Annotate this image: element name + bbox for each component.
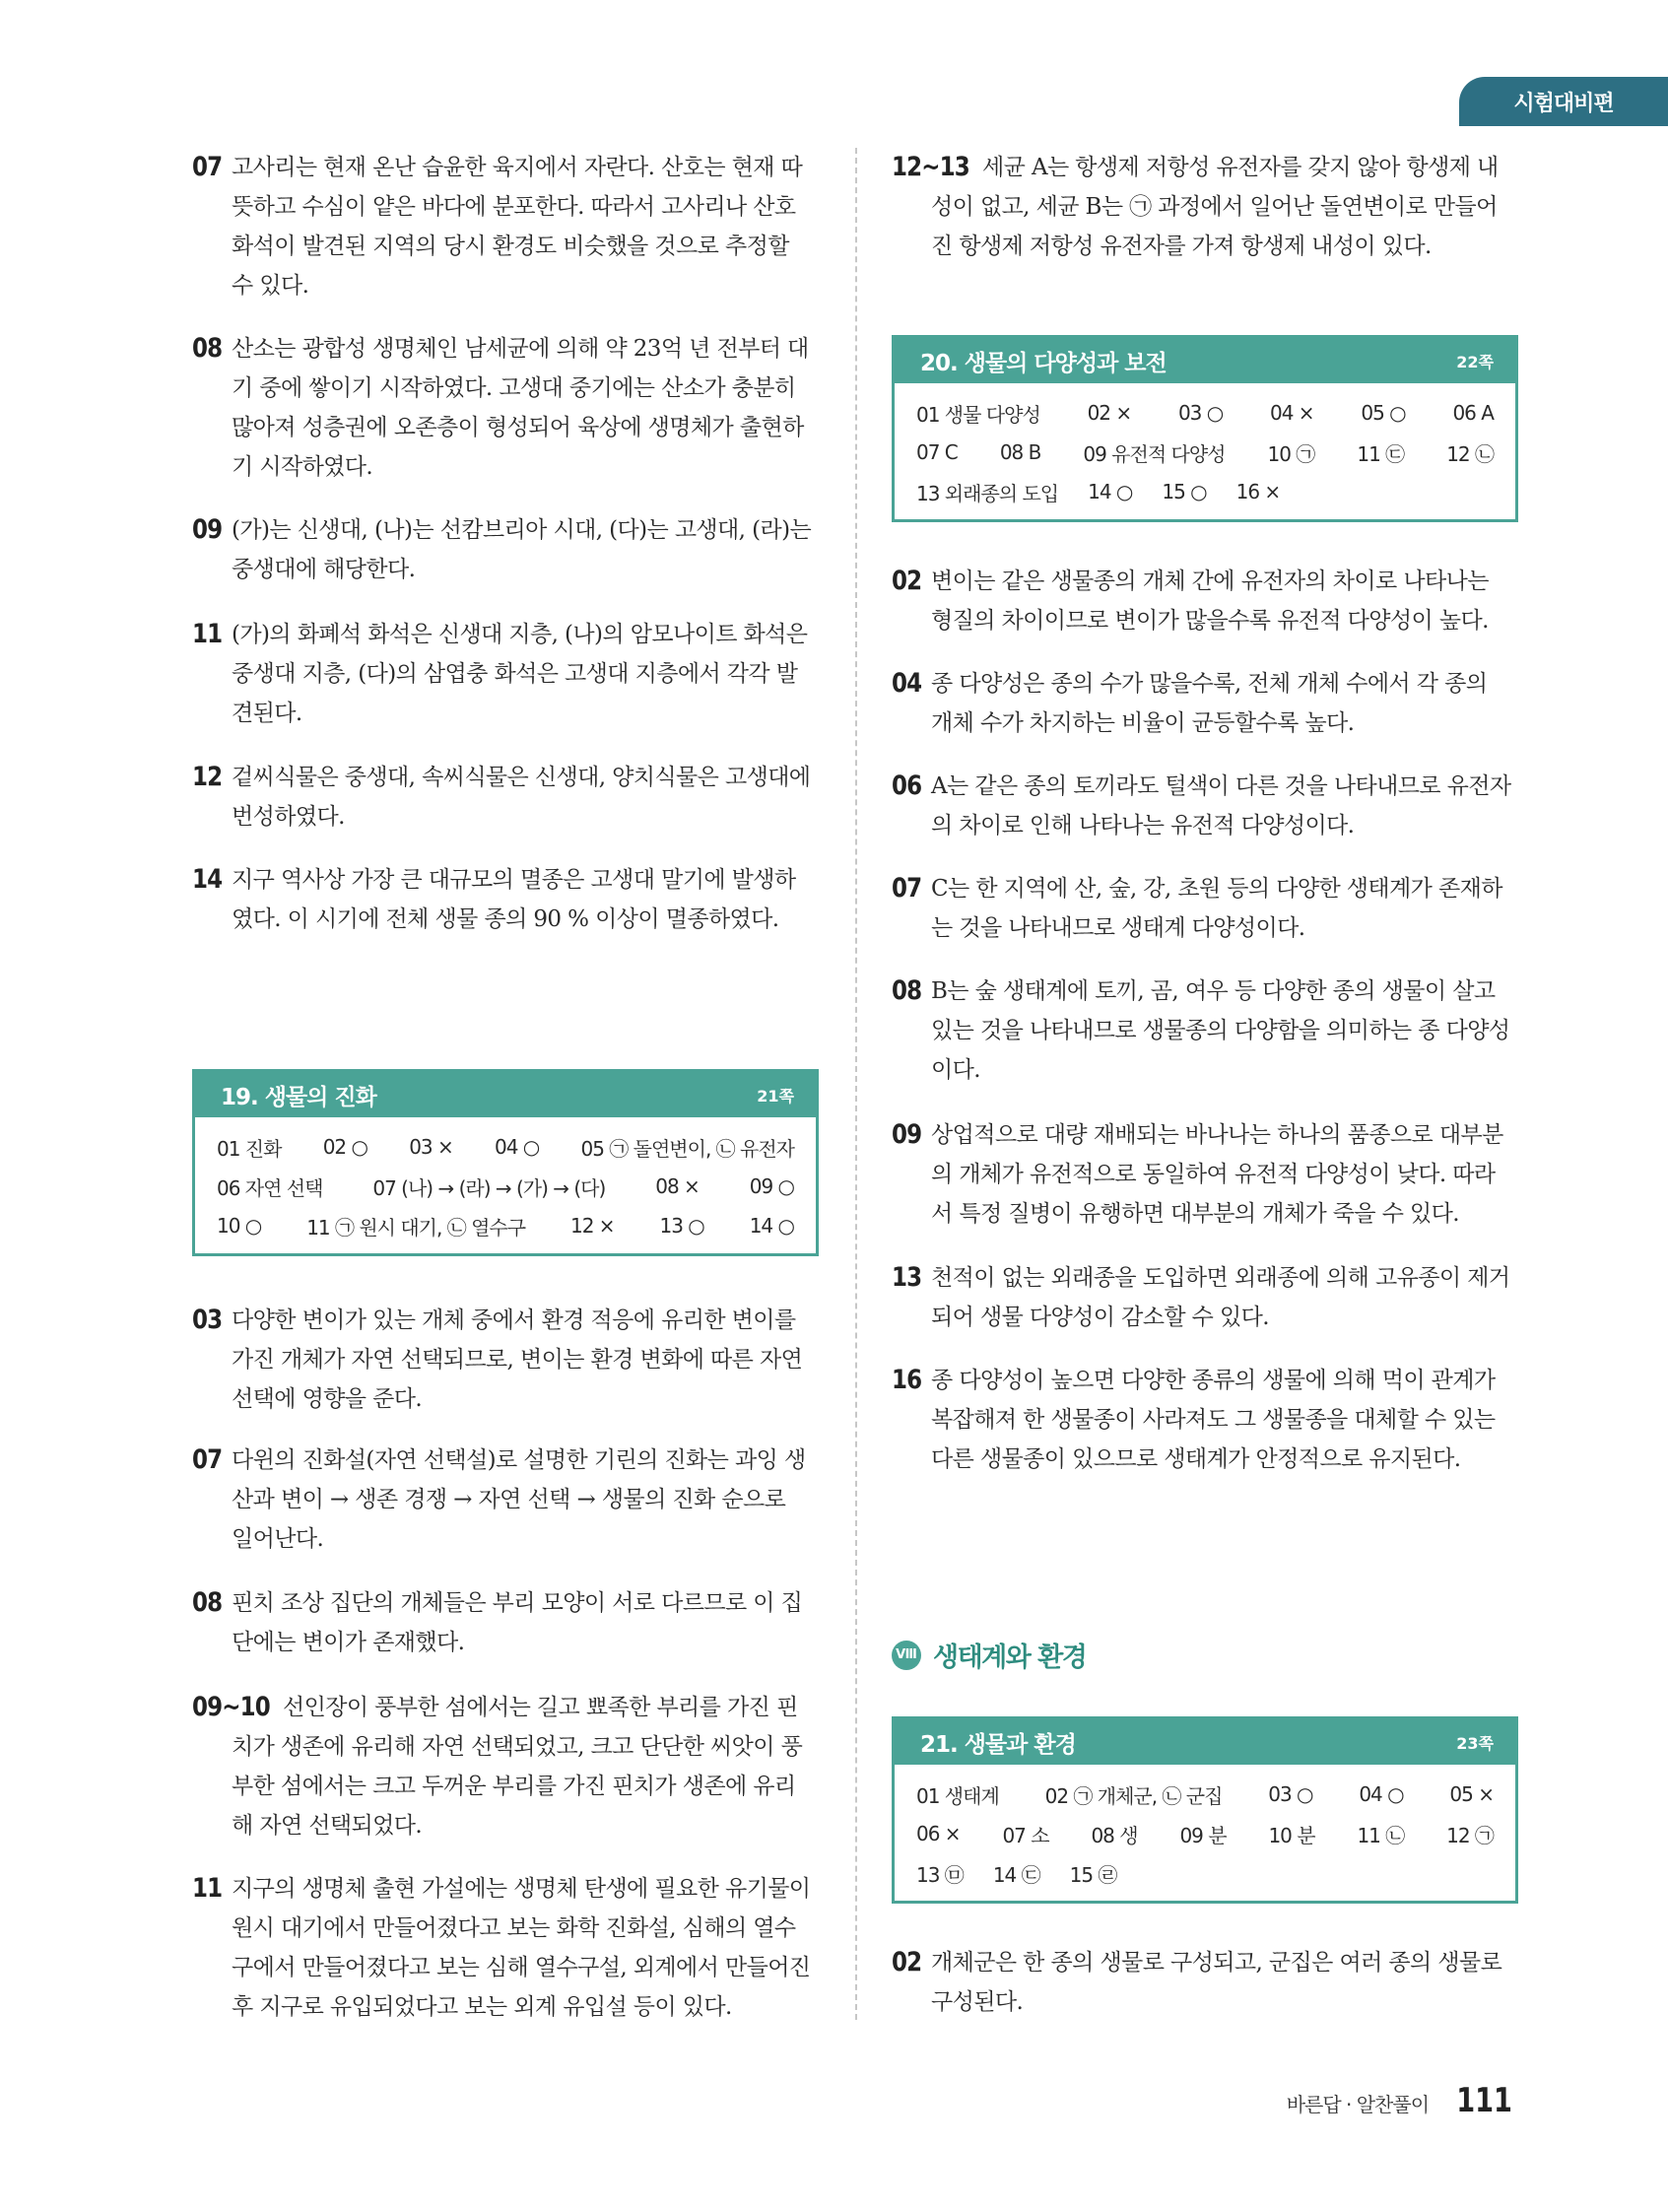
answer-item: 14 ㉢ <box>992 1862 1040 1887</box>
answer-item: 13 ㉤ <box>916 1862 964 1887</box>
answer-row <box>916 1775 1494 1814</box>
answer-item: 02 ㉠ 개체군, ㉡ 군집 <box>1044 1783 1223 1808</box>
answer-item: 09 분 <box>1179 1823 1227 1847</box>
answer-item: 13 ○ <box>659 1214 704 1238</box>
answer-text: B는 숲 생태계에 토끼, 곰, 여우 등 다양한 종의 생물이 살고 있는 것을 나타내므로 생물종의 다양함을 의미하는 종 다양성이다. <box>931 978 1510 1083</box>
answer-row <box>916 1853 1494 1893</box>
answer-paragraph <box>892 1361 1512 1479</box>
answer-text: 변이는 같은 생물종의 개체 간에 유전자의 차이로 나타나는 형질의 차이이므로 변이가 많을수록 유전적 다양성이 높다. <box>931 569 1489 634</box>
answer-item: 06 × <box>916 1822 961 1845</box>
section-title: 생태계와 환경 <box>933 1642 1087 1673</box>
answer-item: 02 ○ <box>322 1135 367 1159</box>
answer-paragraph <box>192 860 813 939</box>
answer-box-19 <box>192 1069 819 1256</box>
answer-item: 07 소 <box>1002 1823 1049 1847</box>
answer-item: 03 ○ <box>1177 401 1224 425</box>
answer-paragraph <box>192 758 813 837</box>
item-number: 02 <box>892 1947 922 1977</box>
answer-item: 05 × <box>1449 1782 1494 1806</box>
answer-text: 종 다양성이 높으면 다양한 종류의 생물에 의해 먹이 관계가 복잡해져 한 생물종이 사라져도 그 생물종을 대체할 수 있는 다른 생물종이 있으므로 생태계가 안정적으로 유지된다. <box>931 1368 1496 1472</box>
item-number: 07 <box>192 1444 223 1475</box>
answer-paragraph <box>192 1583 813 1662</box>
section-heading <box>892 1636 1086 1674</box>
item-number: 08 <box>192 1587 223 1618</box>
answer-item: 01 생태계 <box>916 1783 999 1808</box>
answer-item: 04 × <box>1270 401 1314 425</box>
answer-item: 10 ○ <box>217 1214 262 1238</box>
answer-row <box>217 1127 794 1167</box>
answer-text: (가)의 화폐석 화석은 신생대 지층, (나)의 암모나이트 화석은 중생대 지층, (다)의 삼엽충 화석은 고생대 지층에서 각각 발견된다. <box>232 622 808 726</box>
answer-paragraph <box>892 869 1512 948</box>
answer-text: 종 다양성은 종의 수가 많을수록, 전체 개체 수에서 각 종의 개체 수가 차지하는 비율이 균등할수록 높다. <box>931 671 1488 736</box>
page-number: 111 <box>1456 2081 1512 2120</box>
answer-text: 선인장이 풍부한 섬에서는 길고 뾰족한 부리를 가진 핀치가 생존에 유리해 자연 선택되었고, 크고 단단한 씨앗이 풍부한 섬에서는 크고 두꺼운 부리를 가진 핀치가 생존에 유리해 자연 선택되었다. <box>232 1695 803 1839</box>
answer-paragraph <box>892 664 1512 743</box>
answer-paragraph <box>892 1943 1512 2022</box>
answer-box-header <box>895 1719 1515 1765</box>
answer-item: 07 (나) → (라) → (가) → (다) <box>372 1175 606 1200</box>
answer-item: 07 C <box>916 440 958 464</box>
item-number: 09 <box>192 514 223 545</box>
answer-text: 천적이 없는 외래종을 도입하면 외래종에 의해 고유종이 제거되어 생물 다양성이 감소할 수 있다. <box>931 1265 1510 1330</box>
item-number: 12 <box>192 762 223 792</box>
answer-paragraph <box>192 148 813 305</box>
answer-text: 산소는 광합성 생명체인 남세균에 의해 약 23억 년 전부터 대기 중에 쌓이기 시작하였다. 고생대 중기에는 산소가 충분히 많아져 성층권에 오존층이 형성되어 육상에 생명체가 출현하기 시작하였다. <box>232 336 809 480</box>
answer-row <box>916 393 1494 433</box>
answer-item: 09 ○ <box>749 1174 794 1198</box>
section-tab: 시험대비편 <box>1459 77 1668 126</box>
answer-paragraph <box>892 148 1512 266</box>
answer-item: 10 ㉠ <box>1267 441 1315 466</box>
answer-text: 다윈의 진화설(자연 선택설)로 설명한 기린의 진화는 과잉 생산과 변이 → 생존 경쟁 → 자연 선택 → 생물의 진화 순으로 일어난다. <box>232 1447 806 1552</box>
answer-paragraph <box>192 510 813 589</box>
answer-text: 상업적으로 대량 재배되는 바나나는 하나의 품종으로 대부분의 개체가 유전적으로 동일하여 유전적 다양성이 낮다. 따라서 특정 질병이 유행하면 대부분의 개체가 죽을 수 있다. <box>931 1122 1503 1227</box>
answer-paragraph <box>192 1688 813 1845</box>
answer-paragraph <box>192 1869 813 2027</box>
item-number: 06 <box>892 771 922 801</box>
answer-text: 고사리는 현재 온난 습윤한 육지에서 자란다. 산호는 현재 따뜻하고 수심이 얕은 바다에 분포한다. 따라서 고사리나 산호 화석이 발견된 지역의 당시 환경도 비슷했을 것으로 추정할 수 있다. <box>232 155 803 299</box>
answer-text: 세균 A는 항생제 저항성 유전자를 갖지 않아 항생제 내성이 없고, 세균 B는 ㉠ 과정에서 일어난 돌연변이로 만들어진 항생제 저항성 유전자를 가져 항생제 내성이 있다. <box>931 155 1499 259</box>
answer-item: 04 ○ <box>1359 1782 1404 1806</box>
answer-item: 06 자연 선택 <box>217 1175 323 1200</box>
item-number: 16 <box>892 1365 922 1395</box>
answer-item: 02 × <box>1087 401 1132 425</box>
answer-item: 15 ㉣ <box>1069 1862 1117 1887</box>
answer-row <box>217 1206 794 1245</box>
answer-text: 지구 역사상 가장 큰 대규모의 멸종은 고생대 말기에 발생하였다. 이 시기에 전체 생물 종의 90 % 이상이 멸종하였다. <box>232 867 796 932</box>
answer-text: 다양한 변이가 있는 개체 중에서 환경 적응에 유리한 변이를 가진 개체가 자연 선택되므로, 변이는 환경 변화에 따른 자연 선택에 영향을 준다. <box>232 1307 803 1412</box>
answer-item: 11 ㉢ <box>1357 441 1405 466</box>
answer-item: 01 생물 다양성 <box>916 402 1040 427</box>
answer-item: 10 분 <box>1268 1823 1315 1847</box>
answer-item: 11 ㉡ <box>1357 1823 1405 1847</box>
answer-paragraph <box>192 1441 813 1559</box>
column-divider <box>855 148 857 2020</box>
item-number: 14 <box>192 864 223 895</box>
answer-item: 13 외래종의 도입 <box>916 481 1059 505</box>
answer-paragraph <box>892 562 1512 640</box>
item-number: 09 <box>892 1119 922 1150</box>
answer-text: A는 같은 종의 토끼라도 털색이 다른 것을 나타내므로 유전자의 차이로 인해 나타나는 유전적 다양성이다. <box>931 773 1511 838</box>
answer-row <box>217 1167 794 1206</box>
answer-box-page: 23쪽 <box>1456 1733 1494 1753</box>
answer-item: 11 ㉠ 원시 대기, ㉡ 열수구 <box>306 1215 526 1240</box>
answer-item: 15 ○ <box>1162 480 1207 503</box>
answer-box-page: 21쪽 <box>757 1086 794 1106</box>
answer-item: 05 ○ <box>1361 401 1406 425</box>
answer-paragraph <box>892 972 1512 1090</box>
answer-item: 12 ㉡ <box>1446 441 1494 466</box>
answer-paragraph <box>192 1301 813 1419</box>
answer-paragraph <box>892 1115 1512 1234</box>
answer-box-header <box>195 1072 816 1117</box>
answer-row <box>916 472 1494 511</box>
answer-box-title: 21. 생물과 환경 <box>920 1731 1076 1758</box>
answer-box-page: 22쪽 <box>1456 352 1494 371</box>
answer-box-body <box>195 1117 816 1253</box>
item-number: 13 <box>892 1262 922 1293</box>
answer-text: 지구의 생명체 출현 가설에는 생명체 탄생에 필요한 유기물이 원시 대기에서 만들어졌다고 보는 화학 진화설, 심해의 열수구에서 만들어졌다고 보는 심해 열수구설, 외계에서 만들어진 후 지구로 유입되었다고 보는 외계 유입설 등이 있다. <box>232 1876 811 2020</box>
answer-item: 12 × <box>569 1214 615 1238</box>
answer-box-21 <box>892 1716 1518 1904</box>
answer-text: (가)는 신생대, (나)는 선캄브리아 시대, (다)는 고생대, (라)는 중생대에 해당한다. <box>232 517 812 582</box>
answer-text: 겉씨식물은 중생대, 속씨식물은 신생대, 양치식물은 고생대에 번성하였다. <box>232 765 811 830</box>
answer-item: 14 ○ <box>1088 480 1133 503</box>
answer-box-body <box>895 383 1515 519</box>
answer-text: 개체군은 한 종의 생물로 구성되고, 군집은 여러 종의 생물로 구성된다. <box>931 1950 1502 2015</box>
answer-paragraph <box>192 615 813 733</box>
answer-paragraph <box>192 329 813 487</box>
answer-item: 09 유전적 다양성 <box>1083 441 1226 466</box>
answer-row <box>916 433 1494 472</box>
item-number: 07 <box>192 152 223 182</box>
answer-item: 06 A <box>1452 401 1494 425</box>
item-number: 03 <box>192 1305 223 1335</box>
answer-item: 08 생 <box>1091 1823 1138 1847</box>
answer-item: 08 × <box>655 1174 700 1198</box>
answer-box-title: 19. 생물의 진화 <box>221 1084 376 1110</box>
answer-box-20 <box>892 335 1518 522</box>
answer-item: 14 ○ <box>749 1214 794 1238</box>
answer-text: C는 한 지역에 산, 숲, 강, 초원 등의 다양한 생태계가 존재하는 것을 나타내므로 생태계 다양성이다. <box>931 876 1502 941</box>
answer-item: 01 진화 <box>217 1136 282 1161</box>
answer-item: 04 ○ <box>495 1135 540 1159</box>
answer-item: 05 ㉠ 돌연변이, ㉡ 유전자 <box>580 1136 794 1161</box>
section-number-badge: Ⅷ <box>892 1641 921 1670</box>
answer-row <box>916 1814 1494 1853</box>
answer-text: 핀치 조상 집단의 개체들은 부리 모양이 서로 다르므로 이 집단에는 변이가 존재했다. <box>232 1590 803 1655</box>
answer-box-header <box>895 338 1515 383</box>
item-number: 11 <box>192 619 223 649</box>
item-number: 12~13 <box>892 152 969 182</box>
item-number: 02 <box>892 566 922 596</box>
item-number: 08 <box>892 975 922 1006</box>
answer-item: 03 ○ <box>1268 1782 1313 1806</box>
answer-item: 03 × <box>409 1135 453 1159</box>
answer-item: 08 B <box>999 440 1041 464</box>
answer-item: 12 ㉠ <box>1446 1823 1494 1847</box>
item-number: 09~10 <box>192 1692 270 1722</box>
page-footer <box>1287 2081 1512 2120</box>
answer-paragraph <box>892 1258 1512 1337</box>
item-number: 07 <box>892 873 922 904</box>
answer-box-body <box>895 1765 1515 1901</box>
answer-item: 16 × <box>1235 480 1281 503</box>
answer-paragraph <box>892 767 1512 845</box>
footer-label: 바른답 · 알찬풀이 <box>1286 2093 1430 2116</box>
item-number: 11 <box>192 1873 223 1904</box>
item-number: 08 <box>192 333 223 364</box>
item-number: 04 <box>892 668 922 699</box>
answer-box-title: 20. 생물의 다양성과 보전 <box>920 350 1167 376</box>
